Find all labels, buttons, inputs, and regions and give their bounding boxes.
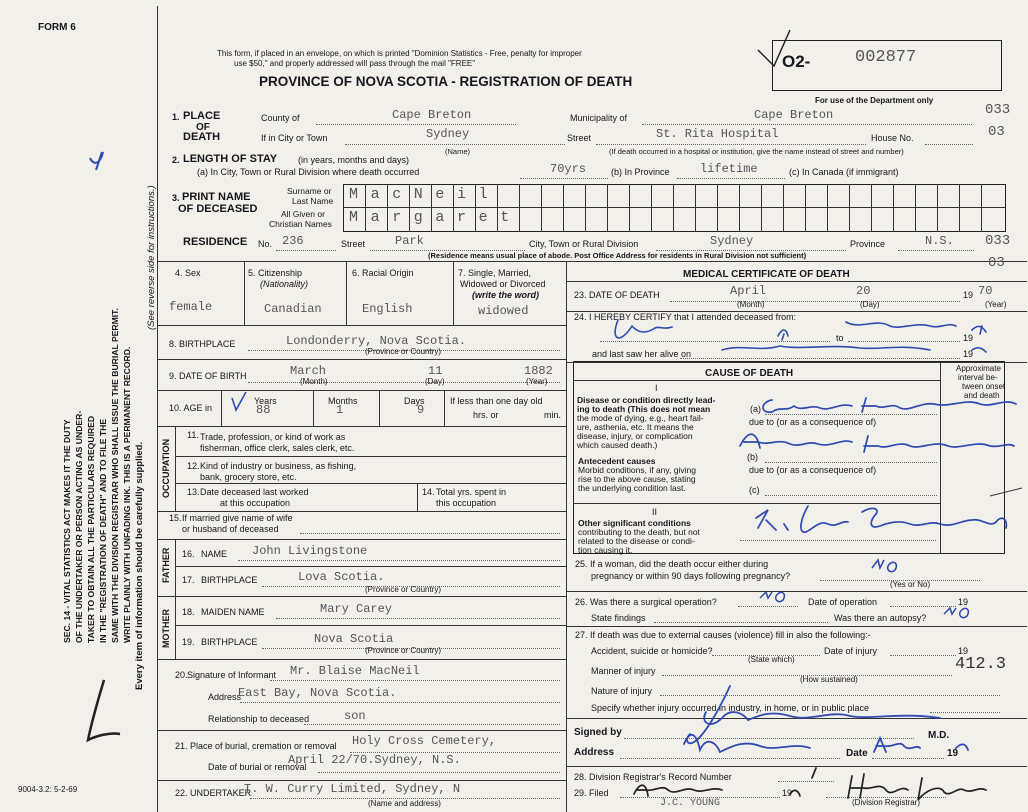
form-code: 9004-3.2: 5-2-69 — [18, 785, 78, 794]
racial-origin-field[interactable]: English — [362, 302, 413, 316]
residence-city-field[interactable]: Sydney — [710, 234, 754, 248]
residence-province-field[interactable]: N.S. — [925, 234, 954, 248]
residence-street-field[interactable]: Park — [395, 234, 424, 248]
filed-year-scribble — [790, 790, 800, 796]
municipality-field[interactable]: Cape Breton — [754, 108, 834, 122]
age-years-field[interactable]: 88 — [256, 403, 271, 417]
side-notice-line-1: SEC. 14 - VITAL STATISTICS ACT MAKES IT THE DUTY — [62, 419, 72, 643]
birthplace-field[interactable]: Londonderry, Nova Scotia. — [286, 334, 467, 348]
record-number-scribble — [812, 768, 816, 778]
side-notice-line-2: OF THE UNDERTAKER OR PERSON ACTING AS UNDER- — [74, 410, 84, 643]
side-notice-line-8: (See reverse side for instructions.) — [146, 185, 157, 330]
classification-code: 412.3 — [955, 655, 1007, 674]
surname-field[interactable]: MacNeil — [349, 186, 501, 203]
side-notice-line-5: SAME WITH THE DIVISION REGISTRAR WHO SHALL ISSUE THE BURIAL PERMIT. — [110, 308, 120, 643]
notice-line-1: This form, if placed in an envelope, on which is printed "Dominion Statistics - Free, penalty for improper — [217, 49, 582, 58]
county-field[interactable]: Cape Breton — [392, 108, 472, 122]
mother-side-label: MOTHER — [161, 609, 171, 648]
informant-name-field[interactable]: Mr. Blaise MacNeil — [290, 664, 420, 678]
registrar-stamp: J.C. YOUNG — [660, 798, 721, 809]
occupation-side-label: OCCUPATION — [161, 438, 171, 498]
form-title: PROVINCE OF NOVA SCOTIA - REGISTRATION OF DEATH — [259, 74, 633, 89]
stay-province-field[interactable]: lifetime — [700, 162, 758, 176]
age-days-field[interactable]: 9 — [417, 403, 425, 417]
side-notice-line-7: Every item of information should be carefully supplied. — [134, 441, 145, 690]
reg-number: 002877 — [855, 48, 917, 67]
notice-line-2: use $50," and properly addressed will pass through the mail "FREE" — [234, 59, 476, 68]
reg-prefix: O2- — [782, 52, 811, 71]
city-field[interactable]: Sydney — [426, 127, 470, 141]
citizenship-field[interactable]: Canadian — [264, 302, 322, 316]
sex-field[interactable]: female — [169, 300, 213, 314]
dob-day-field[interactable]: 11 — [428, 364, 443, 378]
father-name-field[interactable]: John Livingstone — [252, 544, 368, 558]
informant-address-field[interactable]: East Bay, Nova Scotia. — [238, 686, 397, 700]
death-month-field[interactable]: April — [730, 284, 767, 298]
dob-year-field[interactable]: 1882 — [524, 364, 553, 378]
side-notice-line-3: TAKER TO OBTAIN ALL THE PARTICULARS REQUIRED — [86, 415, 96, 643]
cause-of-death-title: CAUSE OF DEATH — [705, 368, 794, 379]
marital-status-field[interactable]: widowed — [478, 304, 529, 318]
residence-number-field[interactable]: 236 — [282, 234, 304, 248]
burial-date-field[interactable]: April 22/70.Sydney, N.S. — [288, 753, 461, 767]
dob-month-field[interactable]: March — [290, 364, 327, 378]
medical-certificate-title: MEDICAL CERTIFICATE OF DEATH — [683, 269, 850, 280]
place-label: PLACE — [183, 110, 221, 122]
dept-code-4: 03 — [988, 255, 1005, 271]
side-notice-line-4: IN THE "REGISTRATION OF DEATH" AND TO FILE THE — [98, 418, 108, 643]
side-notice-line-6: WRITE PLAINLY WITH UNFADING INK. THIS IS A PERMANENT RECORD. — [122, 346, 132, 643]
father-birthplace-field[interactable]: Lova Scotia. — [298, 570, 385, 584]
death-year-field[interactable]: 70 — [978, 284, 993, 298]
registrar-signature-scribble — [848, 774, 986, 800]
dept-code-3: 033 — [985, 233, 1011, 249]
relationship-field[interactable]: son — [344, 709, 366, 723]
undertaker-field[interactable]: T. W. Curry Limited, Sydney, N — [244, 782, 461, 796]
given-names-field[interactable]: Margaret — [349, 209, 522, 226]
mother-birthplace-field[interactable]: Nova Scotia — [314, 632, 394, 646]
mother-maiden-name-field[interactable]: Mary Carey — [320, 602, 393, 616]
filed-date-scribble — [634, 785, 722, 796]
age-months-field[interactable]: 1 — [336, 403, 344, 417]
stay-city-field[interactable]: 70yrs — [550, 162, 587, 176]
form-number: FORM 6 — [38, 22, 76, 33]
dept-code-1: 033 — [985, 102, 1011, 118]
stay-label: LENGTH OF STAY — [183, 153, 278, 165]
deceased-name-label: PRINT NAME — [182, 191, 251, 203]
street-field[interactable]: St. Rita Hospital — [656, 127, 779, 141]
residence-label: RESIDENCE — [183, 236, 248, 248]
burial-place-field[interactable]: Holy Cross Cemetery, — [352, 734, 497, 748]
department-use-label: For use of the Department only — [815, 96, 934, 105]
death-day-field[interactable]: 20 — [856, 284, 871, 298]
dept-code-2: 03 — [988, 124, 1005, 140]
father-side-label: FATHER — [161, 547, 171, 583]
